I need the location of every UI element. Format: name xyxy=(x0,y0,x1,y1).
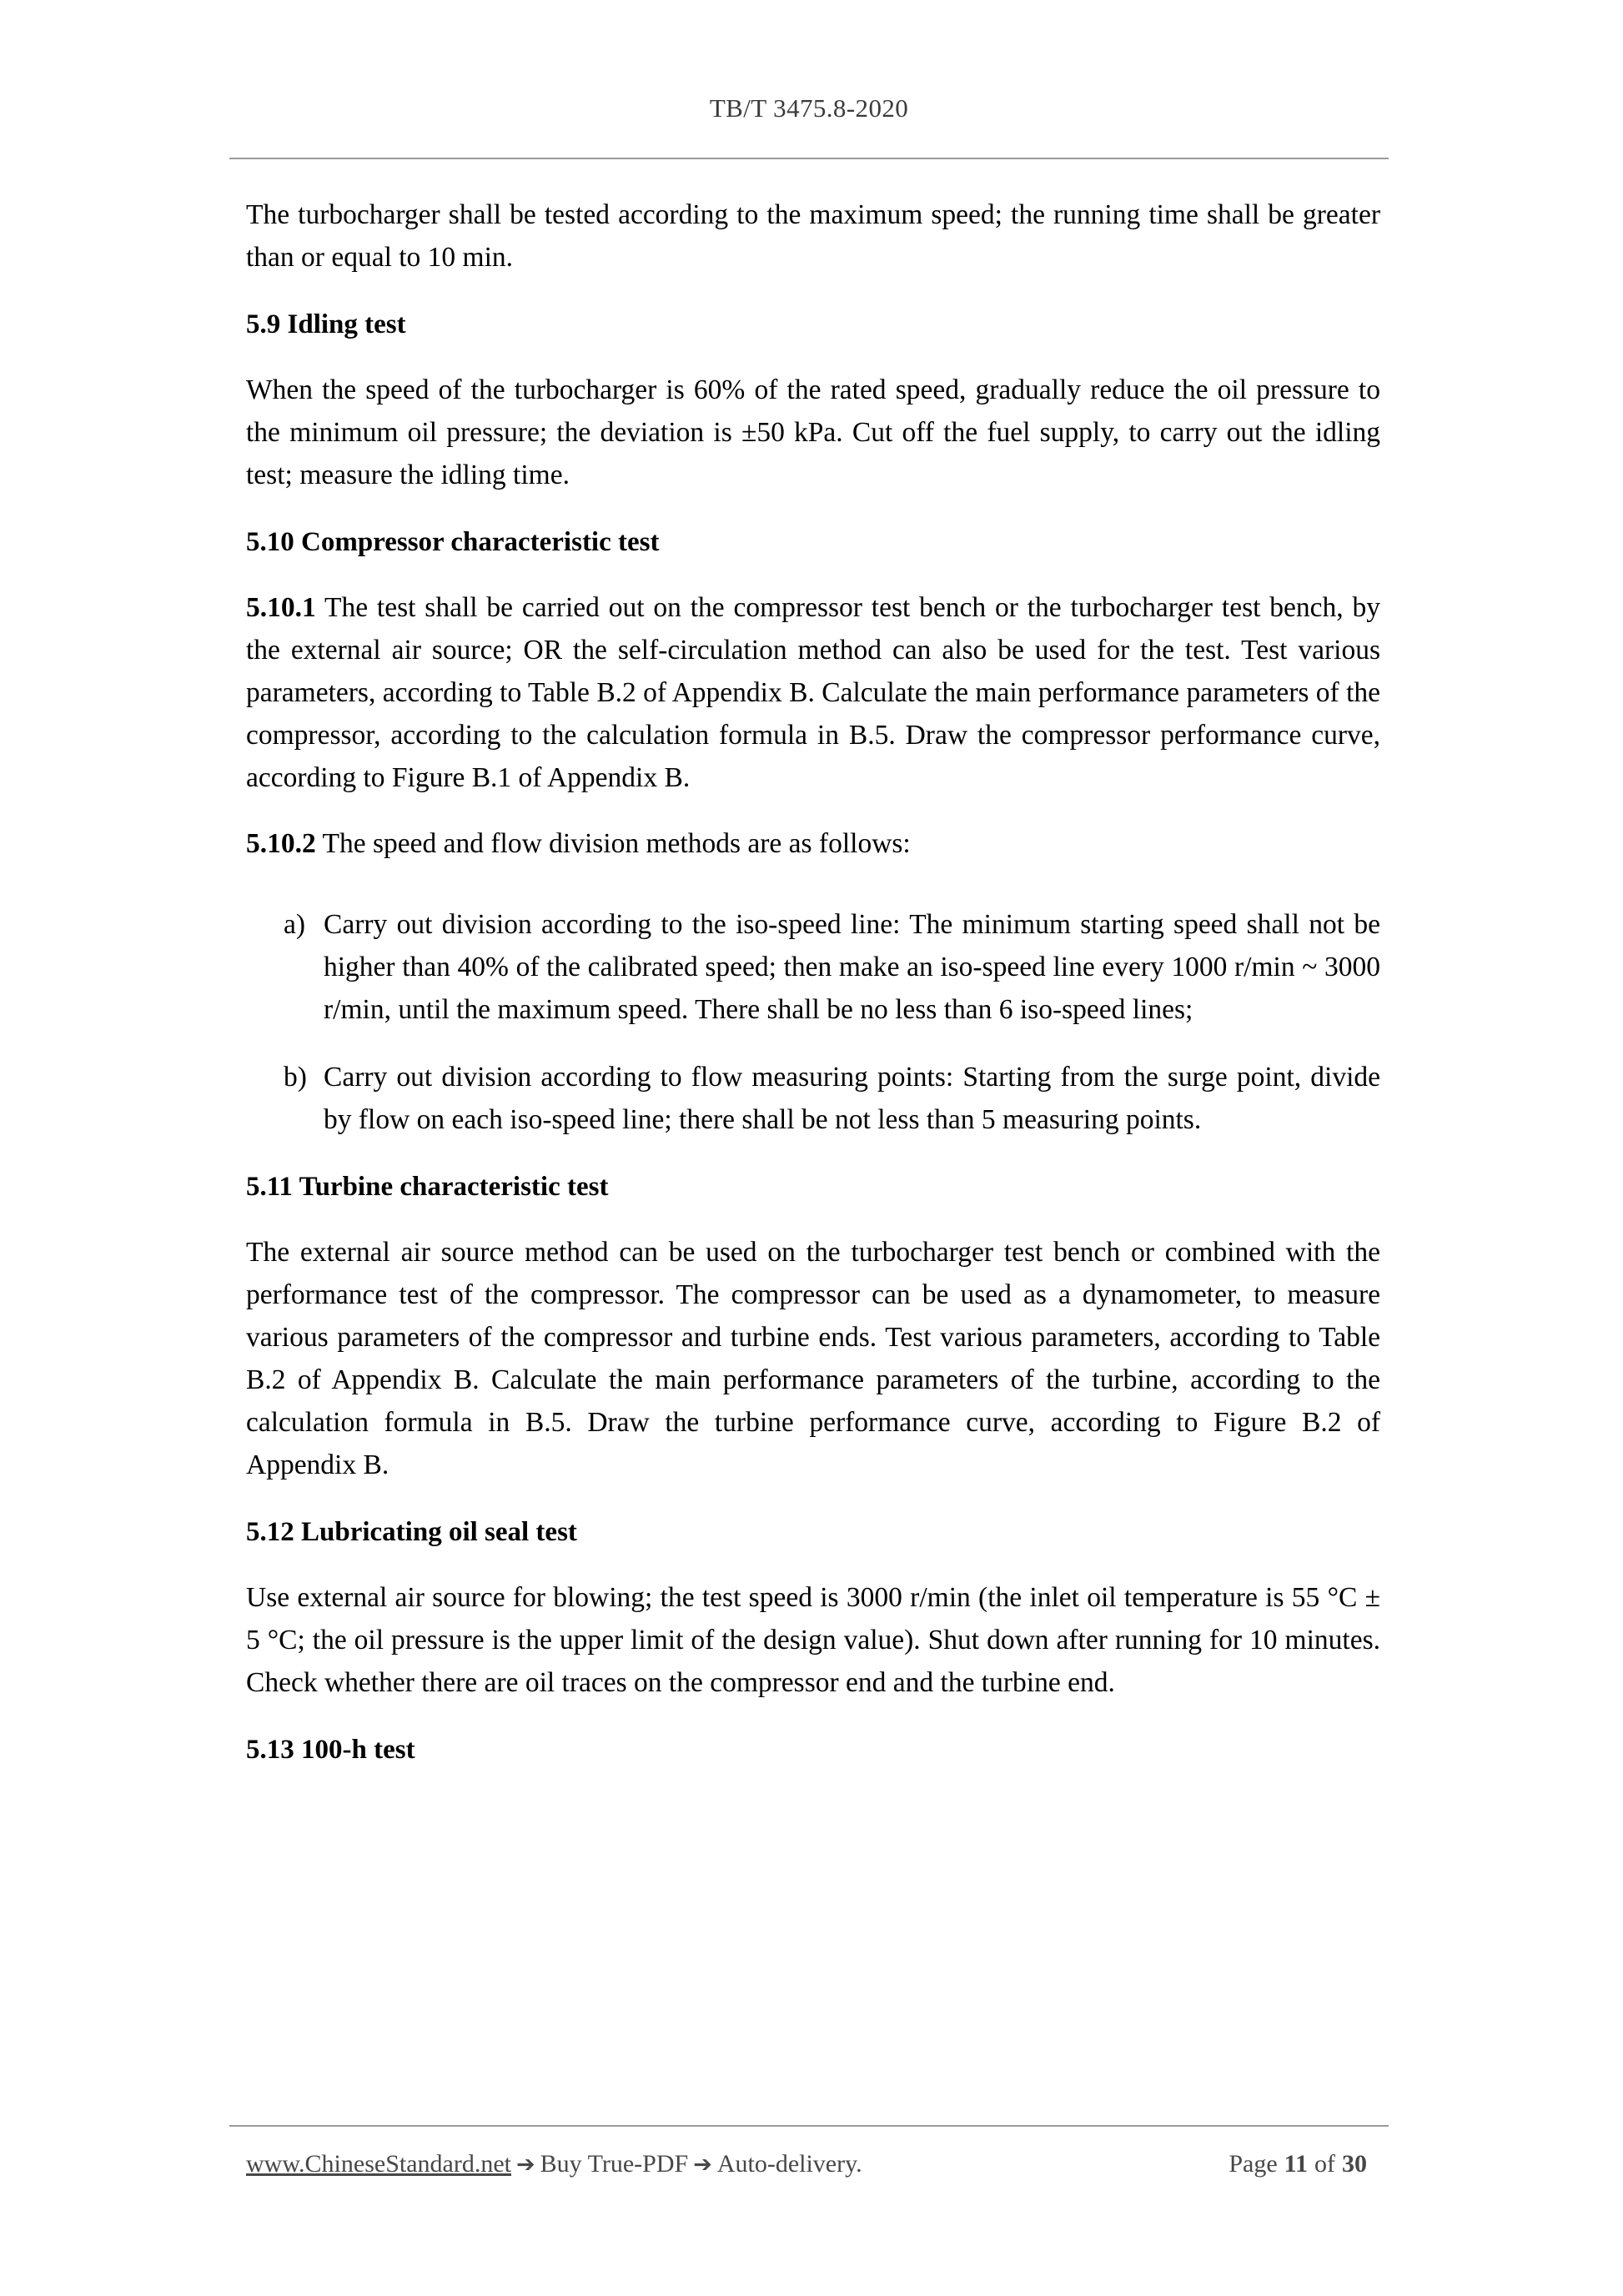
heading-5-10: 5.10 Compressor characteristic test xyxy=(246,527,660,557)
heading-5-12: 5.12 Lubricating oil seal test xyxy=(246,1517,577,1547)
heading-5-9: 5.9 Idling test xyxy=(246,309,406,339)
footer-delivery-label: Auto-delivery. xyxy=(716,2150,862,2178)
list-item xyxy=(246,903,1380,1031)
footer-promo xyxy=(246,2150,862,2178)
footer-buy-label: Buy True-PDF xyxy=(540,2150,689,2178)
division-methods-list xyxy=(246,903,1380,1141)
page-footer xyxy=(246,2150,1384,2178)
list-spacer xyxy=(246,888,1380,903)
clause-number-5-10-1: 5.10.1 xyxy=(246,592,316,623)
heading-5-13: 5.13 100-h test xyxy=(246,1735,415,1765)
total-page-count: 30 xyxy=(1342,2150,1367,2178)
document-standard-code: TB/T 3475.8-2020 xyxy=(709,93,909,123)
arrow-right-icon: ➔ xyxy=(693,2152,712,2178)
list-item-text: Carry out division according to flow measuring points: Starting from the surge point, divide by flow on each iso-speed line; there shall be not less than 5 measuring points. xyxy=(324,1062,1380,1135)
paragraph-5-10-1 xyxy=(246,586,1380,799)
clause-text-5-10-1: The test shall be carried out on the compressor test bench or the turbocharger test bench, by the external air source; OR the self-circulation method can also be used for the test. Test various parameters, according to Table B.2 of Appendix B. Calculate the main performance parameters of the compressor, according to the calculation formula in B.5. Draw the compressor performance curve, according to Figure B.1 of Appendix B. xyxy=(246,592,1380,793)
header-divider xyxy=(229,158,1389,159)
list-item-text: Carry out division according to the iso-speed line: The minimum starting speed shall not be higher than 40% of the calibrated speed; then make an iso-speed line every 1000 r/min ~ 3000 r/min, until the maximum speed. There shall be no less than 6 iso-speed lines; xyxy=(324,909,1380,1025)
of-label: of xyxy=(1314,2150,1335,2178)
page-label: Page xyxy=(1229,2150,1278,2178)
clause-text-5-10-2: The speed and flow division methods are as follows: xyxy=(315,828,911,859)
document-body xyxy=(246,193,1380,1794)
heading-5-11: 5.11 Turbine characteristic test xyxy=(246,1172,609,1202)
paragraph-5-10-2 xyxy=(246,822,1380,865)
page-indicator xyxy=(1226,2150,1384,2178)
arrow-right-icon: ➔ xyxy=(516,2152,535,2178)
intro-paragraph: The turbocharger shall be tested according to the maximum speed; the running time shall be greater than or equal to 10 min. xyxy=(246,199,1380,273)
paragraph-5-9: When the speed of the turbocharger is 60% of the rated speed, gradually reduce the oil pressure to the minimum oil pressure; the deviation is ±50 kPa. Cut off the fuel supply, to carry out the idling test; measure the idling time. xyxy=(246,374,1380,490)
list-item-marker: b) xyxy=(284,1062,307,1093)
footer-divider xyxy=(229,2125,1389,2127)
current-page-number: 11 xyxy=(1284,2150,1308,2178)
footer-website-link[interactable]: www.ChineseStandard.net xyxy=(246,2150,511,2178)
list-item-marker: a) xyxy=(284,909,306,940)
clause-number-5-10-2: 5.10.2 xyxy=(246,828,316,859)
list-item xyxy=(246,1056,1380,1141)
paragraph-5-12: Use external air source for blowing; the test speed is 3000 r/min (the inlet oil temperature is 55 °C ± 5 °C; the oil pressure is the upper limit of the design value). Shut down after running for 10 minutes. Check whether there are oil traces on the compressor end and the turbine end. xyxy=(246,1582,1380,1698)
page-header xyxy=(229,93,1389,123)
paragraph-5-11: The external air source method can be used on the turbocharger test bench or combined with the performance test of the compressor. The compressor can be used as a dynamometer, to measure various parameters of the compressor and turbine ends. Test various parameters, according to Table B.2 of Appendix B. Calculate the main performance parameters of the turbine, according to the calculation formula in B.5. Draw the turbine performance curve, according to Figure B.2 of Appendix B. xyxy=(246,1237,1380,1480)
